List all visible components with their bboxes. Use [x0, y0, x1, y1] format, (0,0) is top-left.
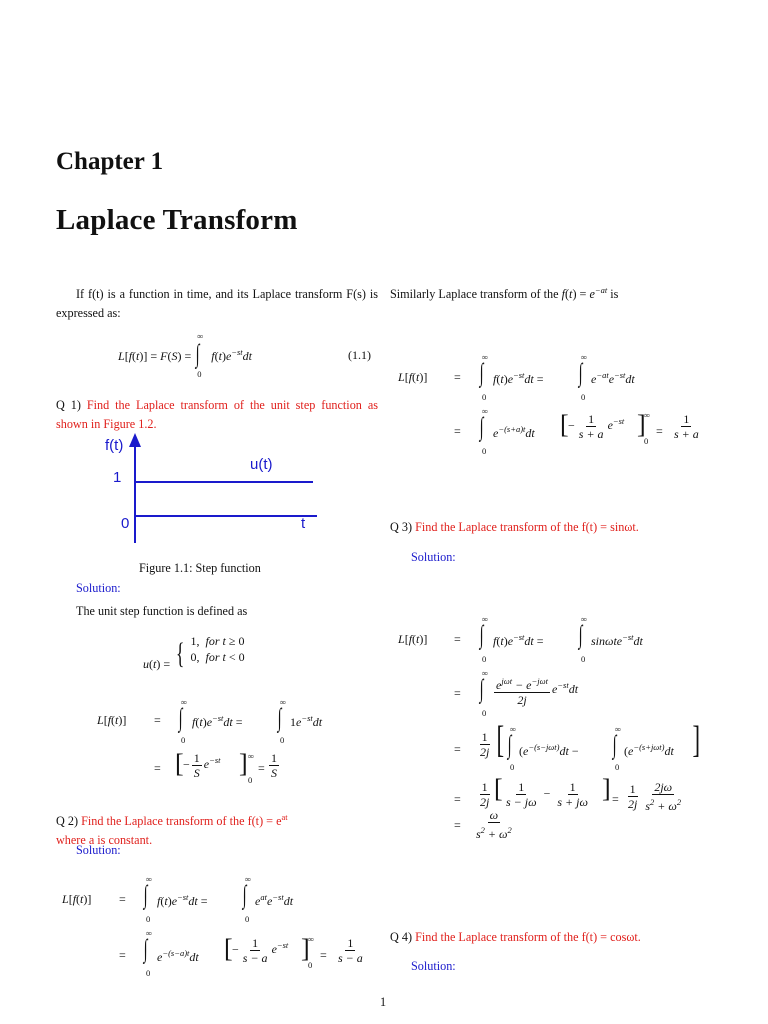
exp-at-laplace-equation: L[f(t)] = ∞ ∫ 0 $f(t)e^{-st}dt$ = ∞ ∫ 0 $e^{at}e^{-st}dt$ = ∞ ∫ 0 $e^{-(s-a)t}dt$ [ − $\frac{1}{s - a}$ $e^{-st}$ ] ∞ 0 = $\frac{1}{s - a}$: [62, 874, 363, 978]
figure-tick-one: 1: [113, 469, 122, 486]
page-title: Laplace Transform: [56, 204, 298, 236]
y-axis-arrow: [129, 433, 141, 447]
question-4: [390, 930, 641, 945]
question-2-label: Q 2): [56, 814, 79, 829]
question-3: [390, 520, 639, 535]
page-number: 1: [380, 995, 387, 1009]
equation-1-1: L[f(t)] = F(S) = ∞ ∫ 0 $f(t)e^{-st}dt$: [118, 331, 253, 379]
figure-x-label: t: [301, 515, 306, 532]
question-1-label: Q 1): [56, 398, 81, 412]
question-2-sup: at: [281, 812, 288, 822]
chapter-heading: Chapter 1: [56, 148, 164, 175]
similarly-prefix: Similarly Laplace transform of the: [390, 287, 559, 302]
solution-label-4: Solution:: [411, 959, 456, 973]
unit-step-laplace-equation: L[f(t)] = ∞ ∫ 0 $f(t)e^{-st}dt$ = ∞ ∫ 0 $1e^{-st}dt$ = [ − $\frac{1}{S}$ $e^{-st}$ ] ∞ 0 = $\frac{1}{S}$: [97, 697, 323, 785]
question-2-text: Find the Laplace transform of the f(t) = e: [81, 814, 282, 829]
solution-label-2: Solution:: [76, 843, 121, 857]
figure-curve-label: u(t): [250, 456, 273, 473]
solution-label-3: Solution:: [411, 550, 456, 564]
question-3-text: Find the Laplace transform of the f(t) = sinωt.: [415, 520, 639, 534]
sin-laplace-equation: L[f(t)] = ∞ ∫ 0 $f(t)e^{-st}dt$ = ∞ ∫ 0 sinωte$^{-st}$dt = ∞ ∫ 0 $\frac{e^{j\omega t} - e^{-j\omega t}}{2j}$ $e^{-st}dt$ = $\frac{1}{2j}$ [ ∞ ∫ 0 ($e^{-(s-j\omega t)}dt$ − ∞ ∫ 0 ($e^{-(s+j\omega t)}dt$ ] = $\frac{1}{2j}$ [ $\frac{1}{s - j\omega}$ − $\frac{1}{s + j\omega}$ ] = $\frac{1}{2j}$ $\frac{2j\omega}{s^2 + \omega^2}$ = $\frac{\omega}{s^2 + \omega^2}$: [398, 614, 701, 841]
intro-paragraph: If f(t) is a function in time, and its Laplace transform F(s) is expressed as:: [56, 287, 378, 320]
unit-step-definition: u(t) = { 1, for t ≥ 0 0, for t < 0: [143, 634, 245, 671]
figure-y-label: f(t): [105, 437, 124, 454]
question-4-label: Q 4): [390, 930, 413, 944]
figure-tick-zero: 0: [121, 515, 130, 532]
solution-label-1: Solution:: [76, 581, 121, 595]
equation-number: (1.1): [348, 348, 371, 362]
similarly-text: Similarly Laplace transform of the $f(t) = e^{-at}$ is: [390, 285, 619, 302]
question-3-label: Q 3): [390, 520, 413, 534]
question-1-text: Find the Laplace transform of the unit step function as shown in Figure 1.2.: [56, 398, 378, 431]
figure-caption: Figure 1.1: Step function: [139, 561, 261, 575]
question-4-text: Find the Laplace transform of the f(t) = cosωt.: [415, 930, 641, 944]
unit-step-text: The unit step function is defined as: [76, 604, 248, 618]
exp-minus-at-laplace-equation: L[f(t)] = ∞ ∫ 0 $f(t)e^{-st}dt$ = ∞ ∫ 0 $e^{-at}e^{-st}dt$ = ∞ ∫ 0 $e^{-(s+a)t}dt$ [ − $\frac{1}{s + a}$ $e^{-st}$ ] ∞ 0 = $\frac{1}{s + a}$: [398, 352, 699, 456]
question-2-text2: where a is constant.: [56, 833, 153, 848]
